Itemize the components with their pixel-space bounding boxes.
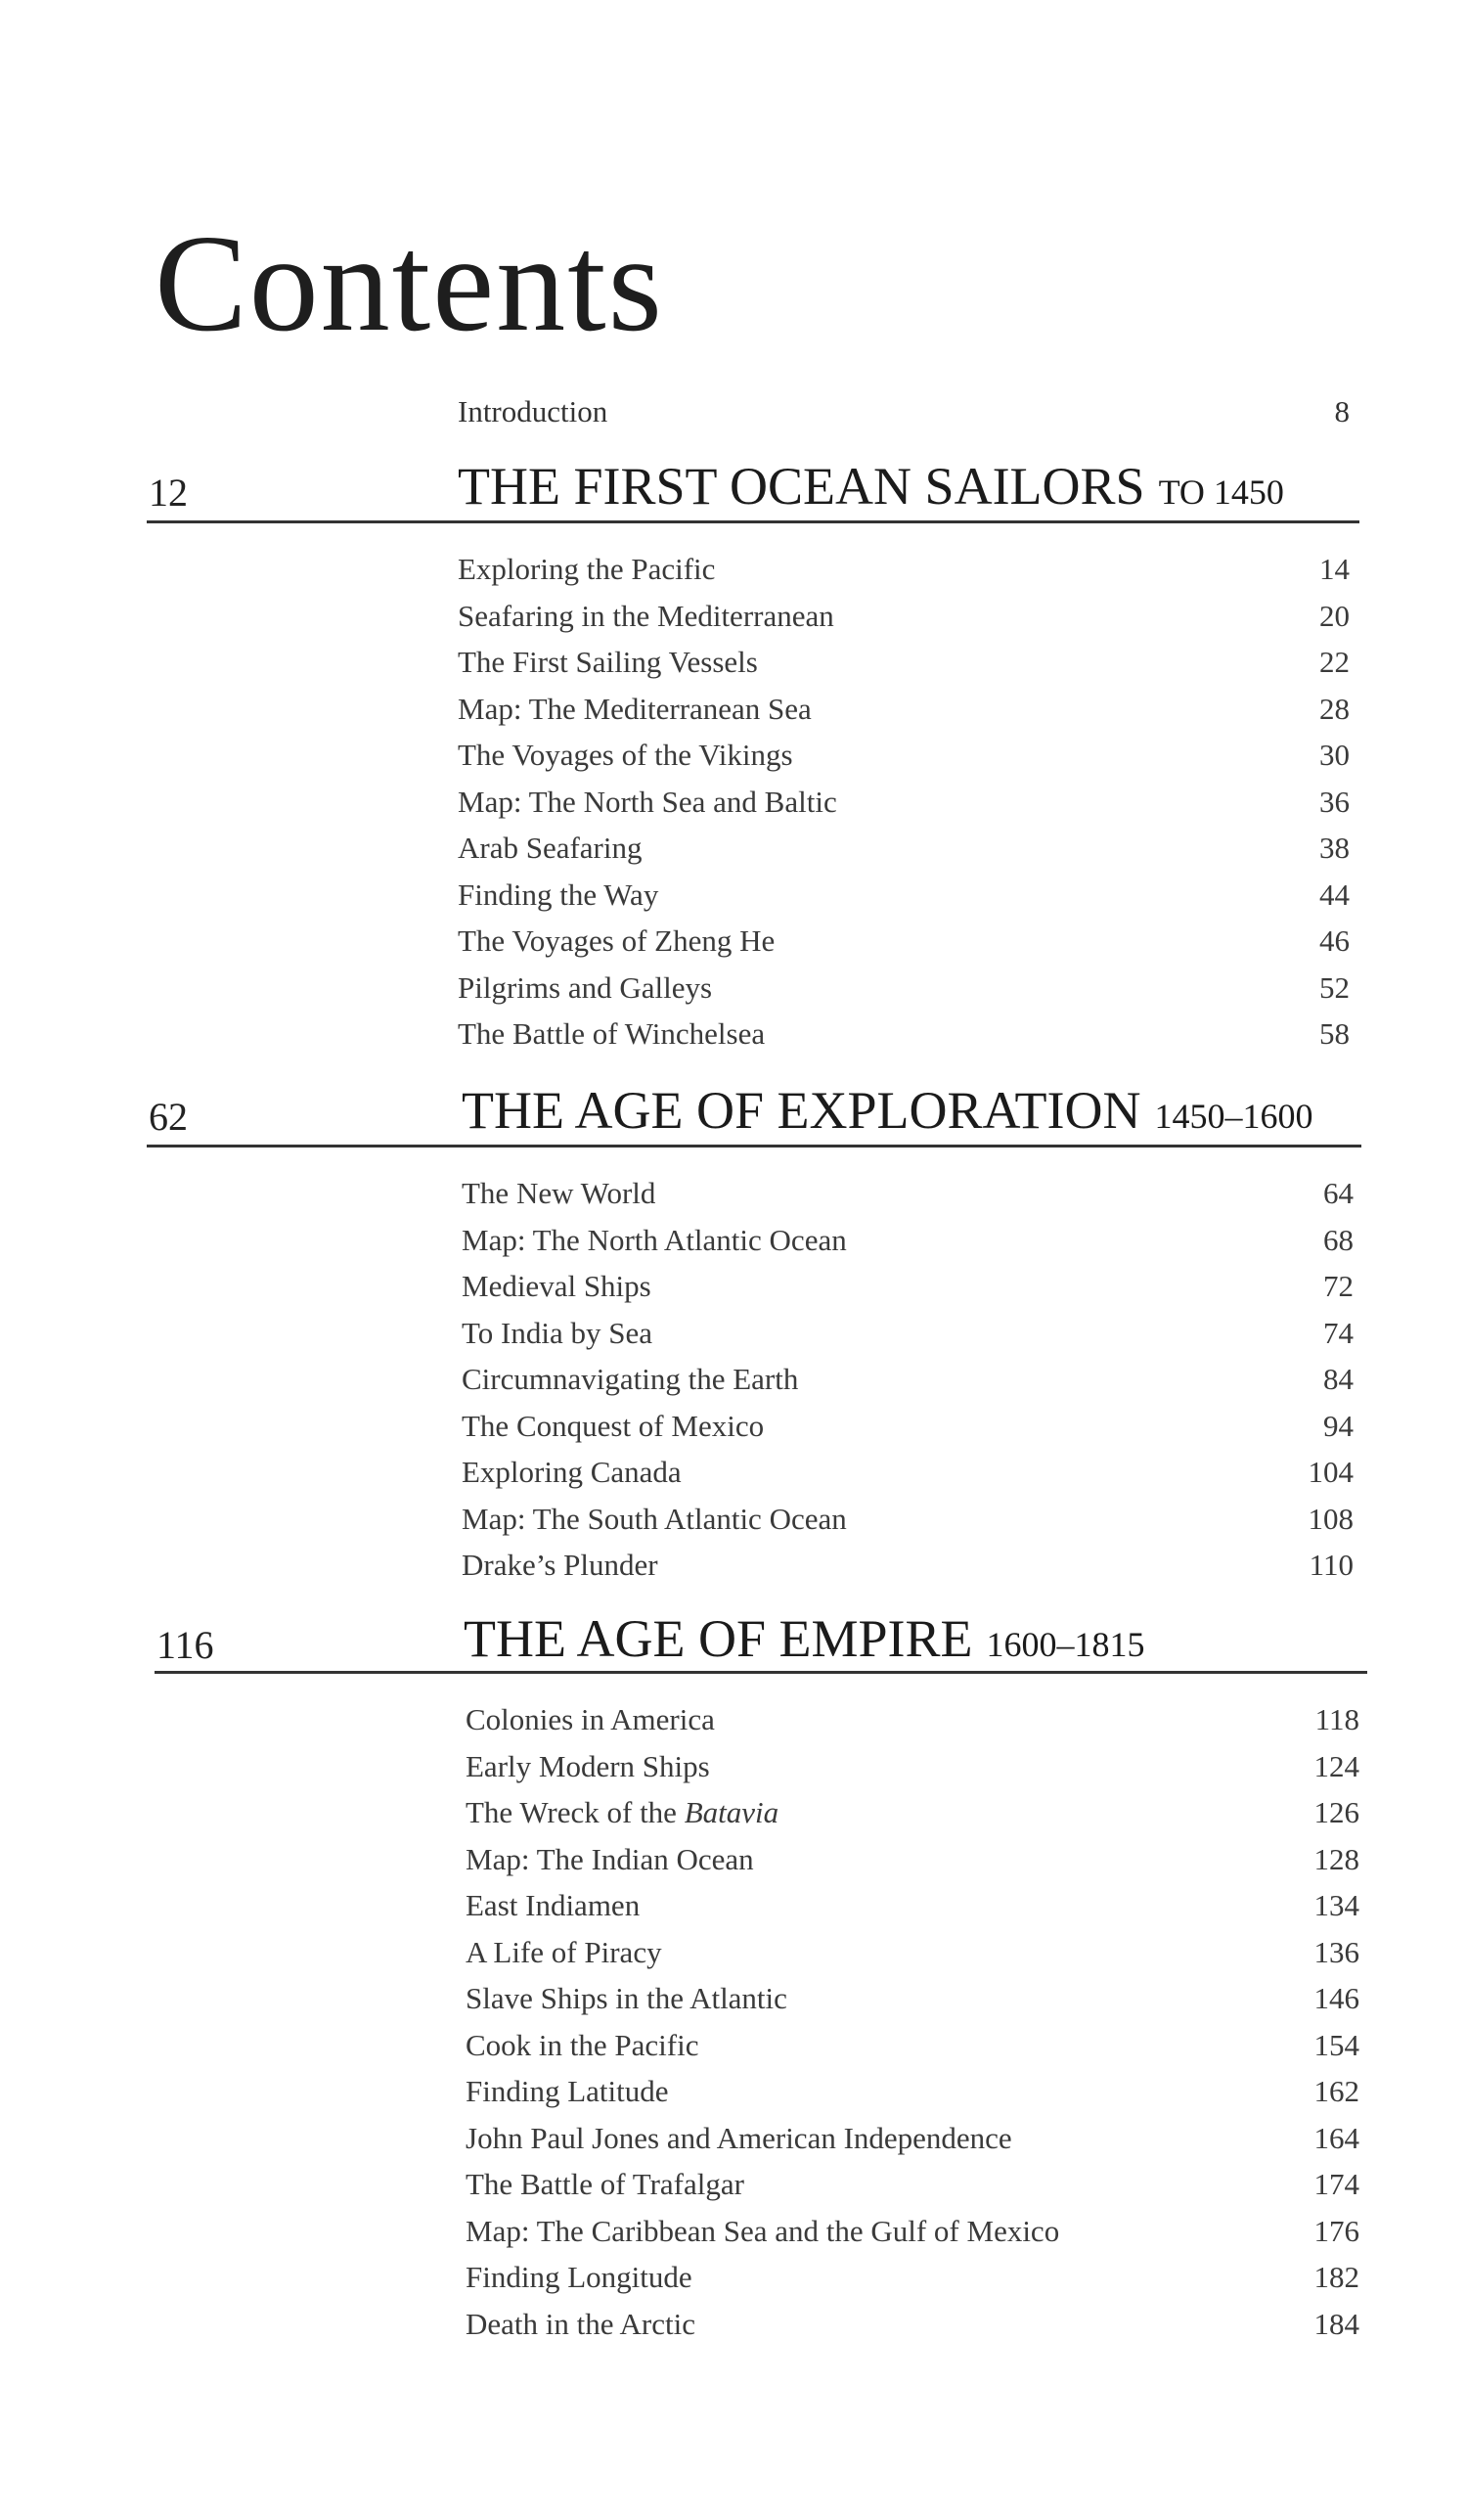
entry-label: Seafaring in the Mediterranean	[458, 598, 834, 633]
entry-label: East Indiamen	[466, 1888, 641, 1922]
entry-page-number: 68	[1323, 1222, 1354, 1257]
entry-label: Circumnavigating the Earth	[462, 1362, 799, 1396]
entry-label: Arab Seafaring	[458, 831, 643, 865]
entry-page-number: 184	[1313, 2306, 1359, 2341]
entry-page-number: 20	[1319, 598, 1350, 633]
toc-entry[interactable]	[466, 1743, 1359, 1790]
section-start-page: 12	[149, 471, 188, 515]
toc-entry[interactable]	[458, 872, 1350, 919]
toc-entry[interactable]	[466, 1882, 1359, 1929]
entry-label: Map: The Caribbean Sea and the Gulf of Mexico	[466, 2213, 1060, 2248]
entry-page-number: 164	[1313, 2120, 1359, 2155]
toc-entry[interactable]	[466, 2301, 1359, 2348]
toc-entry[interactable]	[458, 546, 1350, 593]
entry-page-number: 108	[1308, 1501, 1354, 1536]
entry-page-number: 146	[1313, 1981, 1359, 2015]
entry-label: Pilgrims and Galleys	[458, 969, 713, 1005]
entry-page-number: 162	[1313, 2074, 1359, 2108]
section-start-page: 62	[149, 1095, 188, 1139]
entry-page-number: 134	[1313, 1888, 1359, 1922]
entry-page-number: 30	[1319, 738, 1350, 772]
entry-label: The Battle of Winchelsea	[458, 1016, 766, 1051]
section-title: THE AGE OF EMPIRE	[464, 1609, 973, 1668]
entry-label: Death in the Arctic	[466, 2306, 695, 2341]
entry-page-number: 46	[1319, 923, 1350, 958]
section-heading[interactable]	[462, 1081, 1313, 1140]
entry-label: Drake’s Plunder	[462, 1548, 658, 1582]
toc-entry[interactable]	[466, 1929, 1359, 1976]
toc-entry[interactable]	[458, 1011, 1350, 1058]
toc-entry[interactable]	[458, 639, 1350, 686]
entry-label: The First Sailing Vessels	[458, 645, 758, 679]
toc-entry[interactable]	[458, 779, 1350, 826]
entry-label: Introduction	[458, 394, 608, 428]
toc-entry[interactable]	[462, 1356, 1354, 1403]
entry-page-number: 52	[1319, 969, 1350, 1005]
section-divider	[155, 1671, 1367, 1674]
section-heading[interactable]	[458, 457, 1284, 516]
entry-page-number: 36	[1319, 784, 1350, 819]
toc-entry[interactable]	[462, 1449, 1354, 1496]
page-title: Contents	[155, 205, 664, 360]
entry-page-number: 72	[1323, 1269, 1354, 1303]
toc-entry[interactable]	[458, 593, 1350, 640]
entry-label-italic: Batavia	[684, 1795, 779, 1829]
entry-label: Exploring the Pacific	[458, 552, 716, 586]
entry-page-number: 104	[1308, 1455, 1354, 1489]
entry-page-number: 174	[1313, 2167, 1359, 2201]
entry-page-number: 22	[1319, 645, 1350, 679]
toc-entry[interactable]	[466, 2161, 1359, 2208]
entry-page-number: 128	[1313, 1841, 1359, 1876]
toc-entry[interactable]	[462, 1217, 1354, 1264]
toc-entry[interactable]	[466, 2022, 1359, 2069]
entry-page-number: 154	[1313, 2027, 1359, 2062]
toc-entry-introduction[interactable]	[458, 389, 1350, 434]
section-date-range: TO 1450	[1158, 472, 1284, 512]
section-date-range: 1450–1600	[1154, 1097, 1313, 1136]
entry-label: Early Modern Ships	[466, 1748, 710, 1783]
entry-page-number: 38	[1319, 831, 1350, 865]
toc-entry[interactable]	[466, 2115, 1359, 2162]
entry-page-number: 74	[1323, 1315, 1354, 1350]
section-start-page: 116	[156, 1623, 214, 1667]
toc-entry[interactable]	[462, 1496, 1354, 1543]
entry-label: Map: The North Atlantic Ocean	[462, 1222, 847, 1257]
toc-entry[interactable]	[466, 2068, 1359, 2115]
entry-label: Exploring Canada	[462, 1455, 682, 1489]
toc-entry[interactable]	[458, 732, 1350, 779]
toc-entry[interactable]	[462, 1263, 1354, 1310]
toc-entry[interactable]	[466, 1789, 1359, 1836]
entry-label: The Battle of Trafalgar	[466, 2167, 744, 2201]
entry-label: Map: The Indian Ocean	[466, 1841, 754, 1876]
entry-page-number: 64	[1323, 1176, 1354, 1210]
entry-page-number: 28	[1319, 691, 1350, 726]
entry-page-number: 182	[1313, 2260, 1359, 2294]
entry-label: Medieval Ships	[462, 1269, 651, 1303]
entry-label: Map: The North Sea and Baltic	[458, 784, 837, 819]
entry-page-number: 110	[1309, 1548, 1354, 1582]
section-divider	[147, 520, 1359, 523]
entry-label: Cook in the Pacific	[466, 2027, 699, 2062]
toc-entry[interactable]	[458, 686, 1350, 733]
section-entries	[466, 1696, 1359, 2347]
toc-entry[interactable]	[462, 1170, 1354, 1217]
entry-page-number: 124	[1313, 1748, 1359, 1783]
entry-page-number: 94	[1323, 1408, 1354, 1443]
entry-label: Map: The Mediterranean Sea	[458, 691, 812, 726]
toc-entry[interactable]	[462, 1403, 1354, 1450]
entry-label: A Life of Piracy	[466, 1934, 662, 1969]
toc-entry[interactable]	[458, 965, 1350, 1012]
toc-entry[interactable]	[466, 1975, 1359, 2022]
entry-label: Colonies in America	[466, 1702, 715, 1736]
section-divider	[147, 1145, 1361, 1148]
entry-page-number: 44	[1319, 877, 1350, 912]
entry-page-number: 176	[1313, 2213, 1359, 2248]
entry-label: Finding the Way	[458, 877, 659, 912]
toc-entry[interactable]	[458, 918, 1350, 965]
section-entries	[462, 1170, 1354, 1589]
entry-page-number: 8	[1334, 394, 1350, 428]
toc-entry[interactable]	[462, 1310, 1354, 1357]
toc-entry[interactable]	[466, 2254, 1359, 2301]
entry-label: To India by Sea	[462, 1315, 652, 1350]
toc-entry[interactable]	[466, 1836, 1359, 1883]
toc-entry[interactable]	[466, 2208, 1359, 2255]
entry-label: Map: The South Atlantic Ocean	[462, 1501, 847, 1536]
entry-page-number: 58	[1319, 1016, 1350, 1051]
section-entries	[458, 546, 1350, 1058]
entry-label: The Conquest of Mexico	[462, 1408, 765, 1443]
section-heading[interactable]	[464, 1609, 1145, 1668]
entry-label: Finding Latitude	[466, 2074, 669, 2108]
section-title: THE AGE OF EXPLORATION	[462, 1081, 1141, 1140]
toc-entry[interactable]	[462, 1542, 1354, 1589]
entry-page-number: 136	[1313, 1934, 1359, 1969]
toc-entry[interactable]	[458, 825, 1350, 872]
section-date-range: 1600–1815	[986, 1625, 1145, 1664]
entry-label: The Voyages of the Vikings	[458, 738, 793, 772]
entry-page-number: 126	[1313, 1795, 1359, 1829]
entry-label: John Paul Jones and American Independence	[466, 2120, 1012, 2155]
entry-label: The Wreck of the	[466, 1795, 685, 1829]
entry-page-number: 84	[1323, 1362, 1354, 1396]
entry-page-number: 14	[1319, 552, 1350, 586]
entry-label: Slave Ships in the Atlantic	[466, 1981, 787, 2015]
section-title: THE FIRST OCEAN SAILORS	[458, 457, 1145, 516]
toc-entry[interactable]	[466, 1696, 1359, 1743]
entry-label: The Voyages of Zheng He	[458, 923, 776, 958]
entry-page-number: 118	[1314, 1702, 1359, 1736]
entry-label: Finding Longitude	[466, 2260, 692, 2294]
entry-label: The New World	[462, 1176, 656, 1210]
